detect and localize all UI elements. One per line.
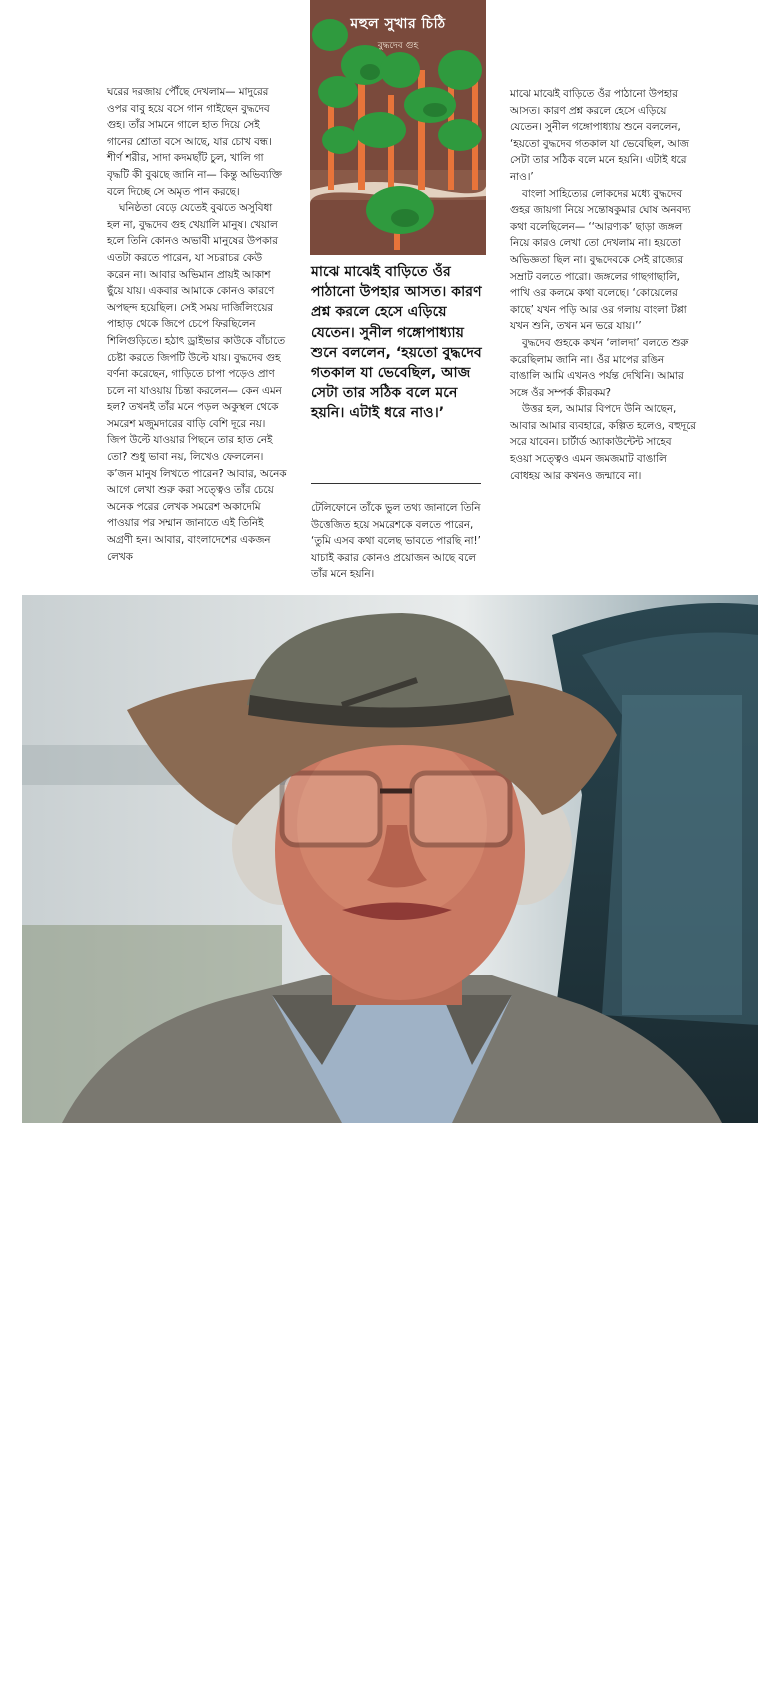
article-column-left	[107, 84, 287, 565]
paragraph: বাংলা সাহিত্যের লোকদের মধ্যে বুদ্ধদেব গুহর জায়গা নিয়ে সন্তোষকুমার ঘোষ অনবদ্য কথা বলেছিলেন— ‘‘আরণ্যক’ ছাড়া জঙ্গল নিয়ে কারও লেখা তো দেখলাম না। হয়তো অভিজ্ঞতা ছিল না। বুদ্ধদেবকে সেই রাজ্যের সম্রাট বলতে পারো। জঙ্গলের গাছগাছালি, পাখি ওর কলমে কথা বলেছে। ‘কোয়েলের কাছে’ যখন পড়ি আর ওর গলায় বাংলা টপ্পা যখন শুনি, তখন মন ভরে যায়।’’	[510, 187, 691, 333]
paragraph: উত্তর হল, আমার বিপদে উনি আছেন, আবার আমার ব্যবহারে, কল্পিত হলেও, বহুদূরে সরে যাবেন। চার্টার্ড অ্যাকাউন্টেন্ট সাহেব হওয়া সত্ত্বেও এমন জমজমাট বাঙালি বোধহয় আর কখনও জন্মাবে না।	[510, 403, 696, 482]
author-portrait-photo	[22, 595, 758, 1690]
book-cover-image	[310, 0, 486, 255]
paragraph: ঘনিষ্ঠতা বেড়ে যেতেই বুঝতে অসুবিধা হল না, বুদ্ধদেব গুহ খেয়ালি মানুষ। খেয়াল হলে তিনি কোনও অভাবী মানুষের উপকার এতটা করতে পারেন, যা সচরাচর কেউ করেন না। আবার অভিমান প্রায়ই আকাশ ছুঁয়ে যায়। একবার আমাকে কোনও কারণে অপছন্দ হয়েছিল। সেই সময় দার্জিলিংয়ের পাহাড় থেকে জিপে চেপে ফিরছিলেন শিলিগুড়িতে। হঠাৎ ড্রাইভার কাউকে বাঁচাতে চেষ্টা করতে জিপটি উল্টে যায়। বুদ্ধদেব গুহ বর্ণনা করেছেন, গাড়িতে চাপা পড়েও প্রাণ চলে না যাওয়ায় চিন্তা করলেন— কেন এমন হল? তখনই তাঁর মনে পড়ল অকুস্থল থেকে সমরেশ মজুমদারের বাড়ি বেশি দূরে নয়। জিপ উল্টে যাওয়ার পিছনে তার হাত নেই তো? শুধু ভাবা নয়, লিখেও ফেললেন। ক’জন মানুষ লিখতে পারেন? আবার, অনেক আগে লেখা শুরু করা সত্ত্বেও তাঁর চেয়ে অনেক পরের লেখক সমরেশ অকাদেমি পাওয়ার পর সম্মান জানাতে এই তিনিই অগ্রণী হন। আবার, বাংলাদেশের একজন লেখক	[107, 202, 287, 563]
portrait-illustration	[22, 595, 758, 1123]
page-footer: রোববার ১৯	[666, 1679, 718, 1690]
article-column-middle	[311, 500, 487, 583]
cover-author: বুদ্ধদেব গুহ	[377, 41, 419, 51]
pull-quote	[311, 262, 489, 424]
paragraph: ঘরের দরজায় পৌঁছে দেখলাম— মাদুরের ওপর বাবু হয়ে বসে গান গাইছেন বুদ্ধদেব গুহ। তাঁর সামনে গালে হাত দিয়ে সেই গানের শ্রোতা বসে আছে, যার চোখ বন্ধ। শীর্ণ শরীর, সাদা কদমছাঁট চুল, খালি গা বৃদ্ধটি কী বুঝছে জানি না— কিন্তু অভিব্যক্তি বলে দিচ্ছে সে অমৃত পান করছে।	[107, 86, 282, 198]
pull-quote-text: মাঝে মাঝেই বাড়িতে ওঁর পাঠানো উপহার আসত। কারণ প্রশ্ন করলে হেসে এড়িয়ে যেতেন। সুনীল গঙ্গোপাধ্যায় শুনে বললেন, ‘হয়তো বুদ্ধদেব গতকাল যা ভেবেছিল, আজ সেটা তার সঠিক বলে মনে হয়নি। এটাই ধরে নাও।’	[311, 264, 482, 422]
paragraph: বুদ্ধদেব গুহকে কখন ‘লালদা’ বলতে শুরু করেছিলাম জানি না। ওঁর মাপের রঙিন বাঙালি আমি এখনও পর্যন্ত দেখিনি। আমার সঙ্গে ওঁর সম্পর্ক কীরকম?	[510, 336, 689, 399]
divider	[311, 483, 481, 484]
paragraph: টেলিফোনে তাঁকে ভুল তথ্য জানালে তিনি উত্তেজিত হয়ে সমরেশকে বলতে পারেন, ‘তুমি এসব কথা বলেছ ভাবতে পারছি না!’ যাচাই করার কোনও প্রয়োজন আছে বলে তাঁর মনে হয়নি।	[311, 502, 481, 581]
cover-title: মহুল সুখার চিঠি	[350, 16, 446, 32]
paragraph: মাঝে মাঝেই বাড়িতে ওঁর পাঠানো উপহার আসত। কারণ প্রশ্ন করলে হেসে এড়িয়ে যেতেন। সুনীল গঙ্গোপাধ্যায় শুনে বললেন, ‘হয়তো বুদ্ধদেব গতকাল যা ভেবেছিল, আজ সেটা তার সঠিক বলে মনে হয়নি। এটাই ধরে নাও।’	[510, 88, 689, 183]
article-column-right	[510, 86, 696, 484]
